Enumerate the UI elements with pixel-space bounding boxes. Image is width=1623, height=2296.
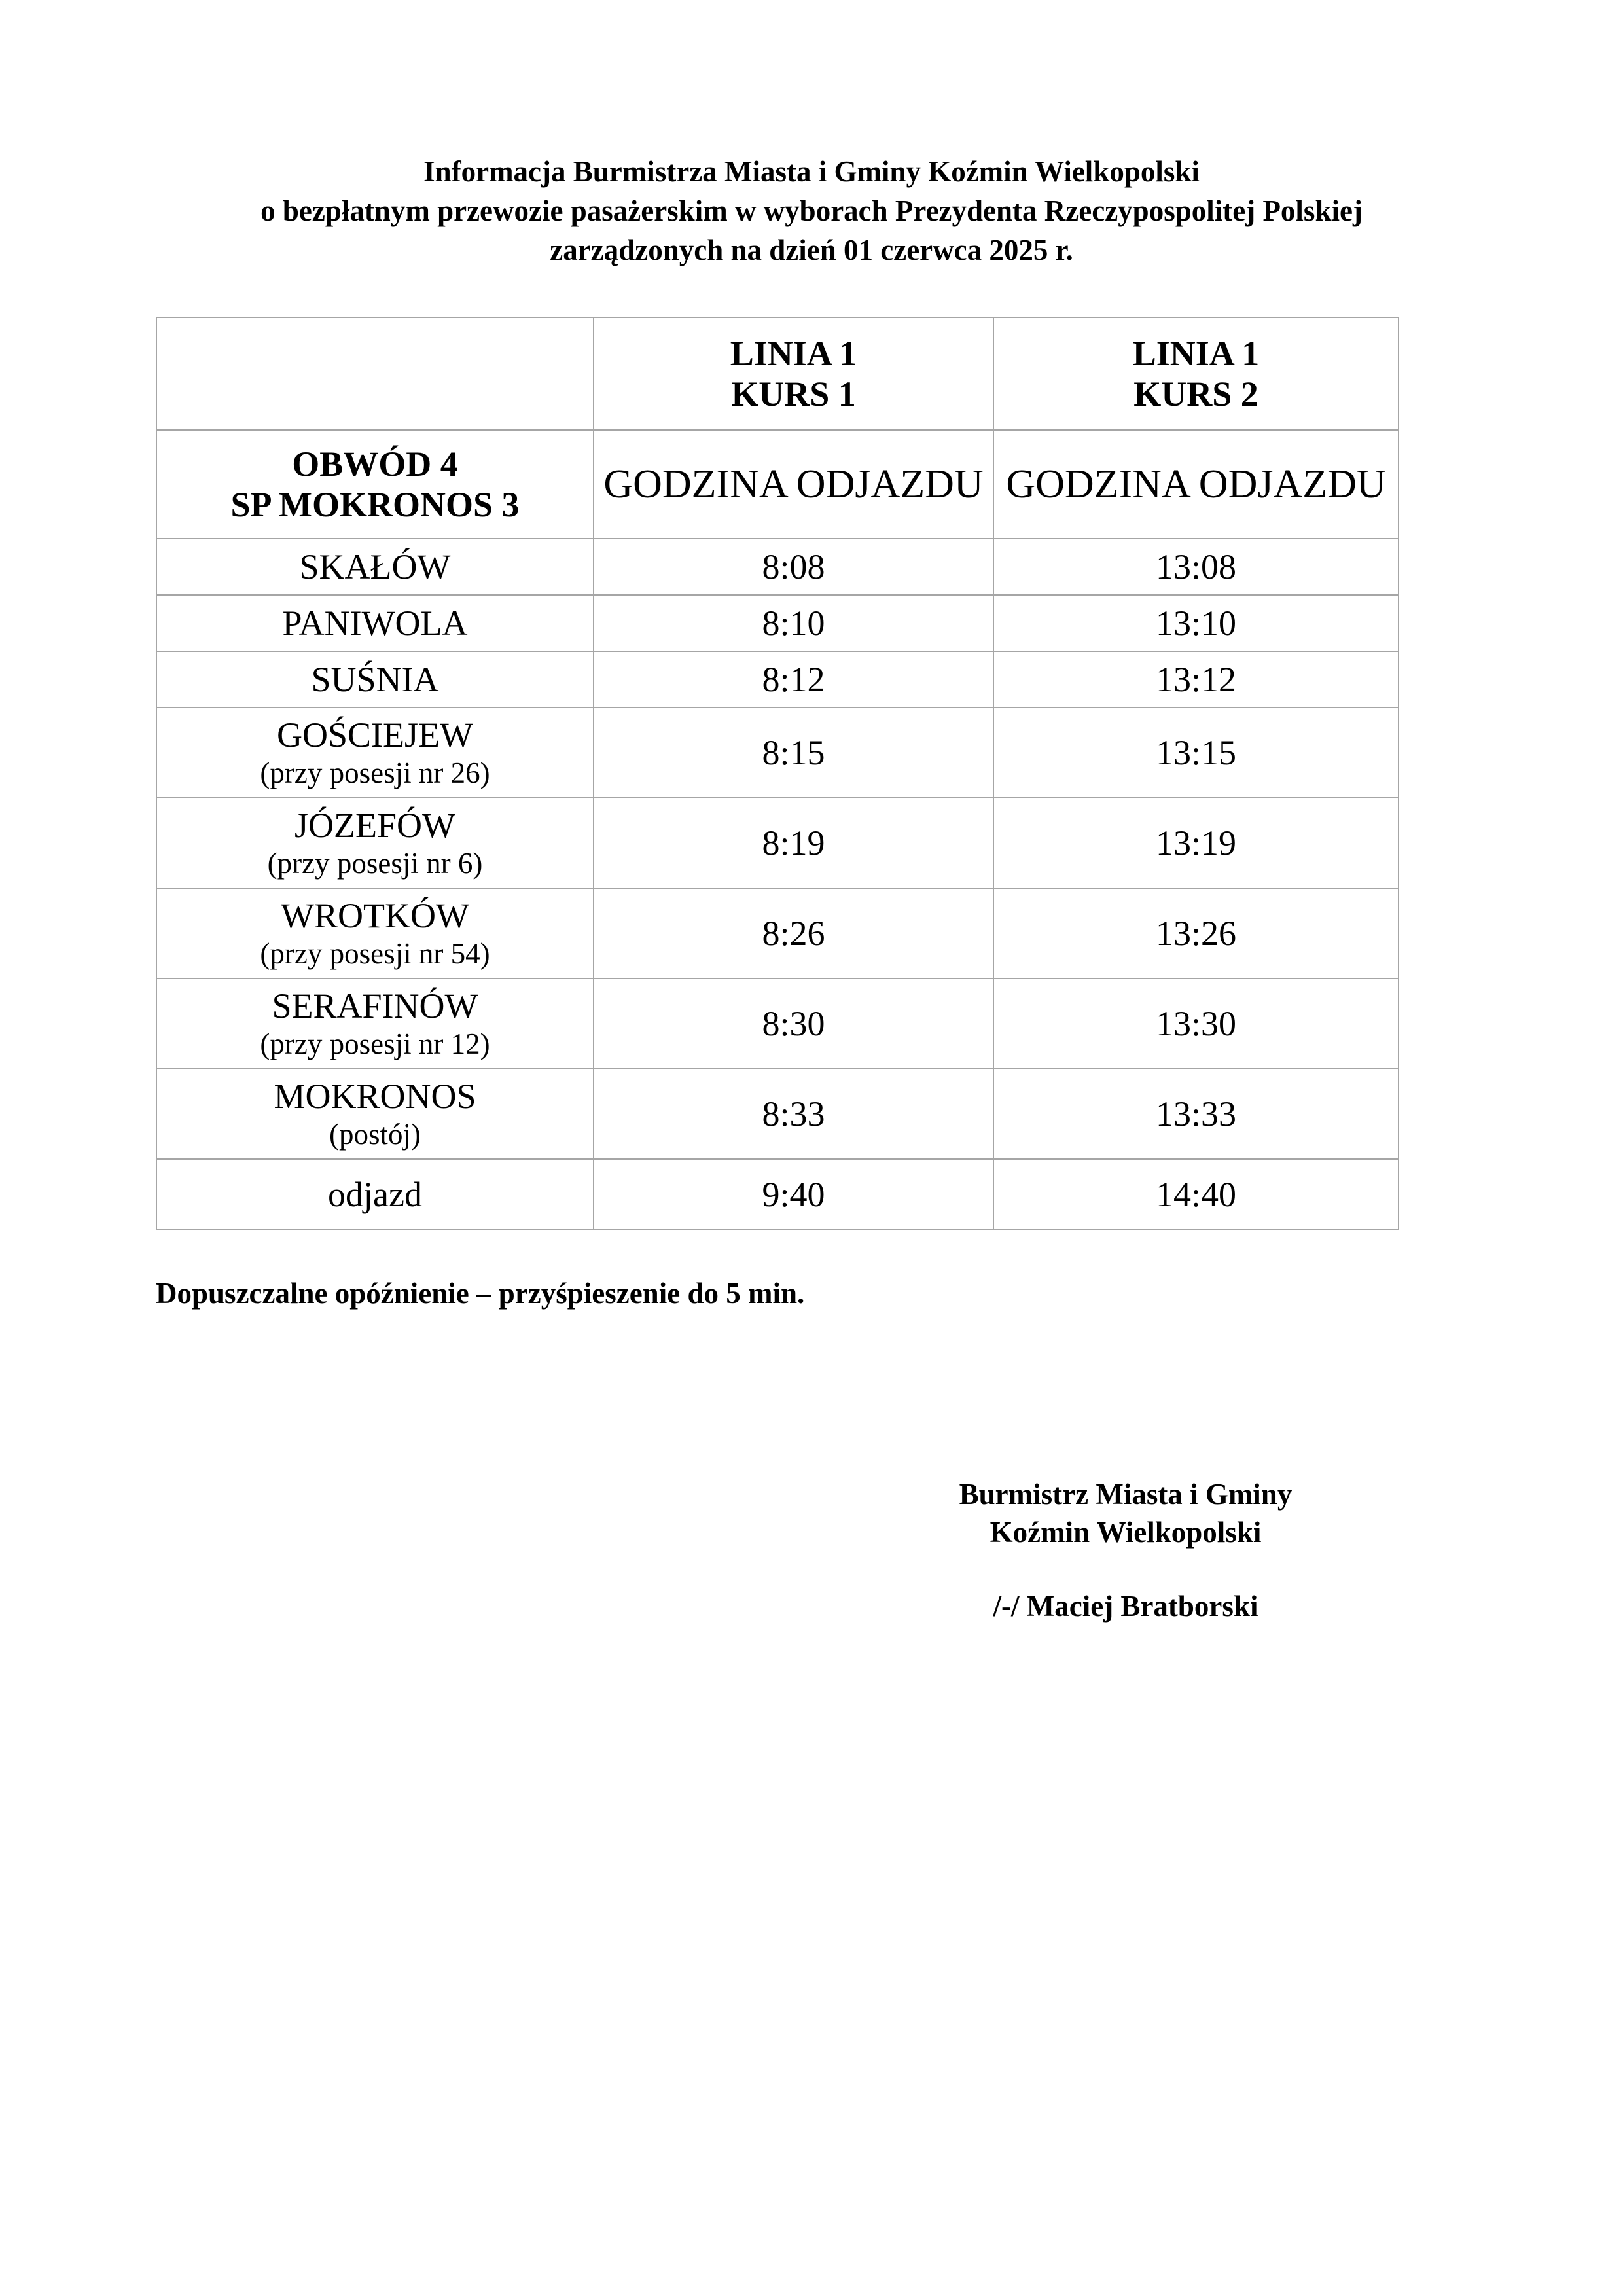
signature-block <box>942 1475 1309 1625</box>
stop-name: WROTKÓW <box>281 896 469 935</box>
stop-note: (postój) <box>329 1118 421 1151</box>
stop-name: SUŚNIA <box>156 651 594 708</box>
stop-name: MOKRONOS <box>274 1077 476 1116</box>
stop-cell <box>156 888 594 978</box>
time-kurs-1: 8:12 <box>594 651 993 708</box>
column-header-kurs-2: LINIA 1 KURS 2 <box>993 317 1399 430</box>
time-kurs-1: 8:19 <box>594 798 993 888</box>
time-kurs-1: 8:30 <box>594 978 993 1069</box>
signature-title: Burmistrz Miasta i Gminy <box>959 1478 1293 1511</box>
schedule-table <box>156 317 1399 1230</box>
document-header <box>0 152 1623 270</box>
stop-name: SKAŁÓW <box>156 539 594 595</box>
table-row <box>156 978 1399 1069</box>
table-row <box>156 1069 1399 1159</box>
table-row <box>156 651 1399 708</box>
stop-cell <box>156 1069 594 1159</box>
header-line-3: zarządzonych na dzień 01 czerwca 2025 r. <box>550 234 1073 266</box>
header-line-2: o bezpłatnym przewozie pasażerskim w wyborach Prezydenta Rzeczypospolitej Polskiej <box>260 194 1363 227</box>
stop-name: SERAFINÓW <box>272 986 478 1026</box>
time-kurs-1: 8:26 <box>594 888 993 978</box>
time-kurs-1: 8:08 <box>594 539 993 595</box>
table-row <box>156 595 1399 651</box>
time-kurs-2: 13:33 <box>993 1069 1399 1159</box>
time-kurs-2: 13:08 <box>993 539 1399 595</box>
signature-name: /-/ Maciej Bratborski <box>993 1590 1258 1623</box>
stop-name: PANIWOLA <box>156 595 594 651</box>
stop-note: (przy posesji nr 54) <box>260 937 490 970</box>
time-kurs-2: 14:40 <box>993 1159 1399 1230</box>
time-kurs-2: 13:10 <box>993 595 1399 651</box>
stop-name: JÓZEFÓW <box>294 806 455 845</box>
stop-cell <box>156 978 594 1069</box>
district-label: OBWÓD 4 SP MOKRONOS 3 <box>156 430 594 539</box>
time-kurs-2: 13:12 <box>993 651 1399 708</box>
stop-note: (przy posesji nr 26) <box>260 757 490 789</box>
table-row <box>156 708 1399 798</box>
time-kurs-1: 8:10 <box>594 595 993 651</box>
stop-note: (przy posesji nr 6) <box>267 847 483 880</box>
column-header-kurs-1: LINIA 1 KURS 1 <box>594 317 993 430</box>
departure-time-header-1: GODZINA ODJAZDU <box>594 430 993 539</box>
time-kurs-2: 13:15 <box>993 708 1399 798</box>
table-row <box>156 1159 1399 1230</box>
stop-name: odjazd <box>156 1159 594 1230</box>
table-row <box>156 539 1399 595</box>
table-row <box>156 888 1399 978</box>
table-row <box>156 798 1399 888</box>
time-kurs-2: 13:26 <box>993 888 1399 978</box>
header-line-1: Informacja Burmistrza Miasta i Gminy Koźmin Wielkopolski <box>423 155 1200 188</box>
time-kurs-1: 9:40 <box>594 1159 993 1230</box>
delay-note: Dopuszczalne opóźnienie – przyśpieszenie do 5 min. <box>156 1277 805 1310</box>
time-kurs-2: 13:30 <box>993 978 1399 1069</box>
departure-time-header-2: GODZINA ODJAZDU <box>993 430 1399 539</box>
signature-office: Koźmin Wielkopolski <box>990 1516 1262 1549</box>
stop-name: GOŚCIEJEW <box>277 715 473 755</box>
time-kurs-2: 13:19 <box>993 798 1399 888</box>
time-kurs-1: 8:33 <box>594 1069 993 1159</box>
time-kurs-1: 8:15 <box>594 708 993 798</box>
empty-corner-cell <box>156 317 594 430</box>
stop-note: (przy posesji nr 12) <box>260 1028 490 1060</box>
stop-cell <box>156 798 594 888</box>
stop-cell <box>156 708 594 798</box>
table-subheader-row <box>156 430 1399 539</box>
table-header-row <box>156 317 1399 430</box>
